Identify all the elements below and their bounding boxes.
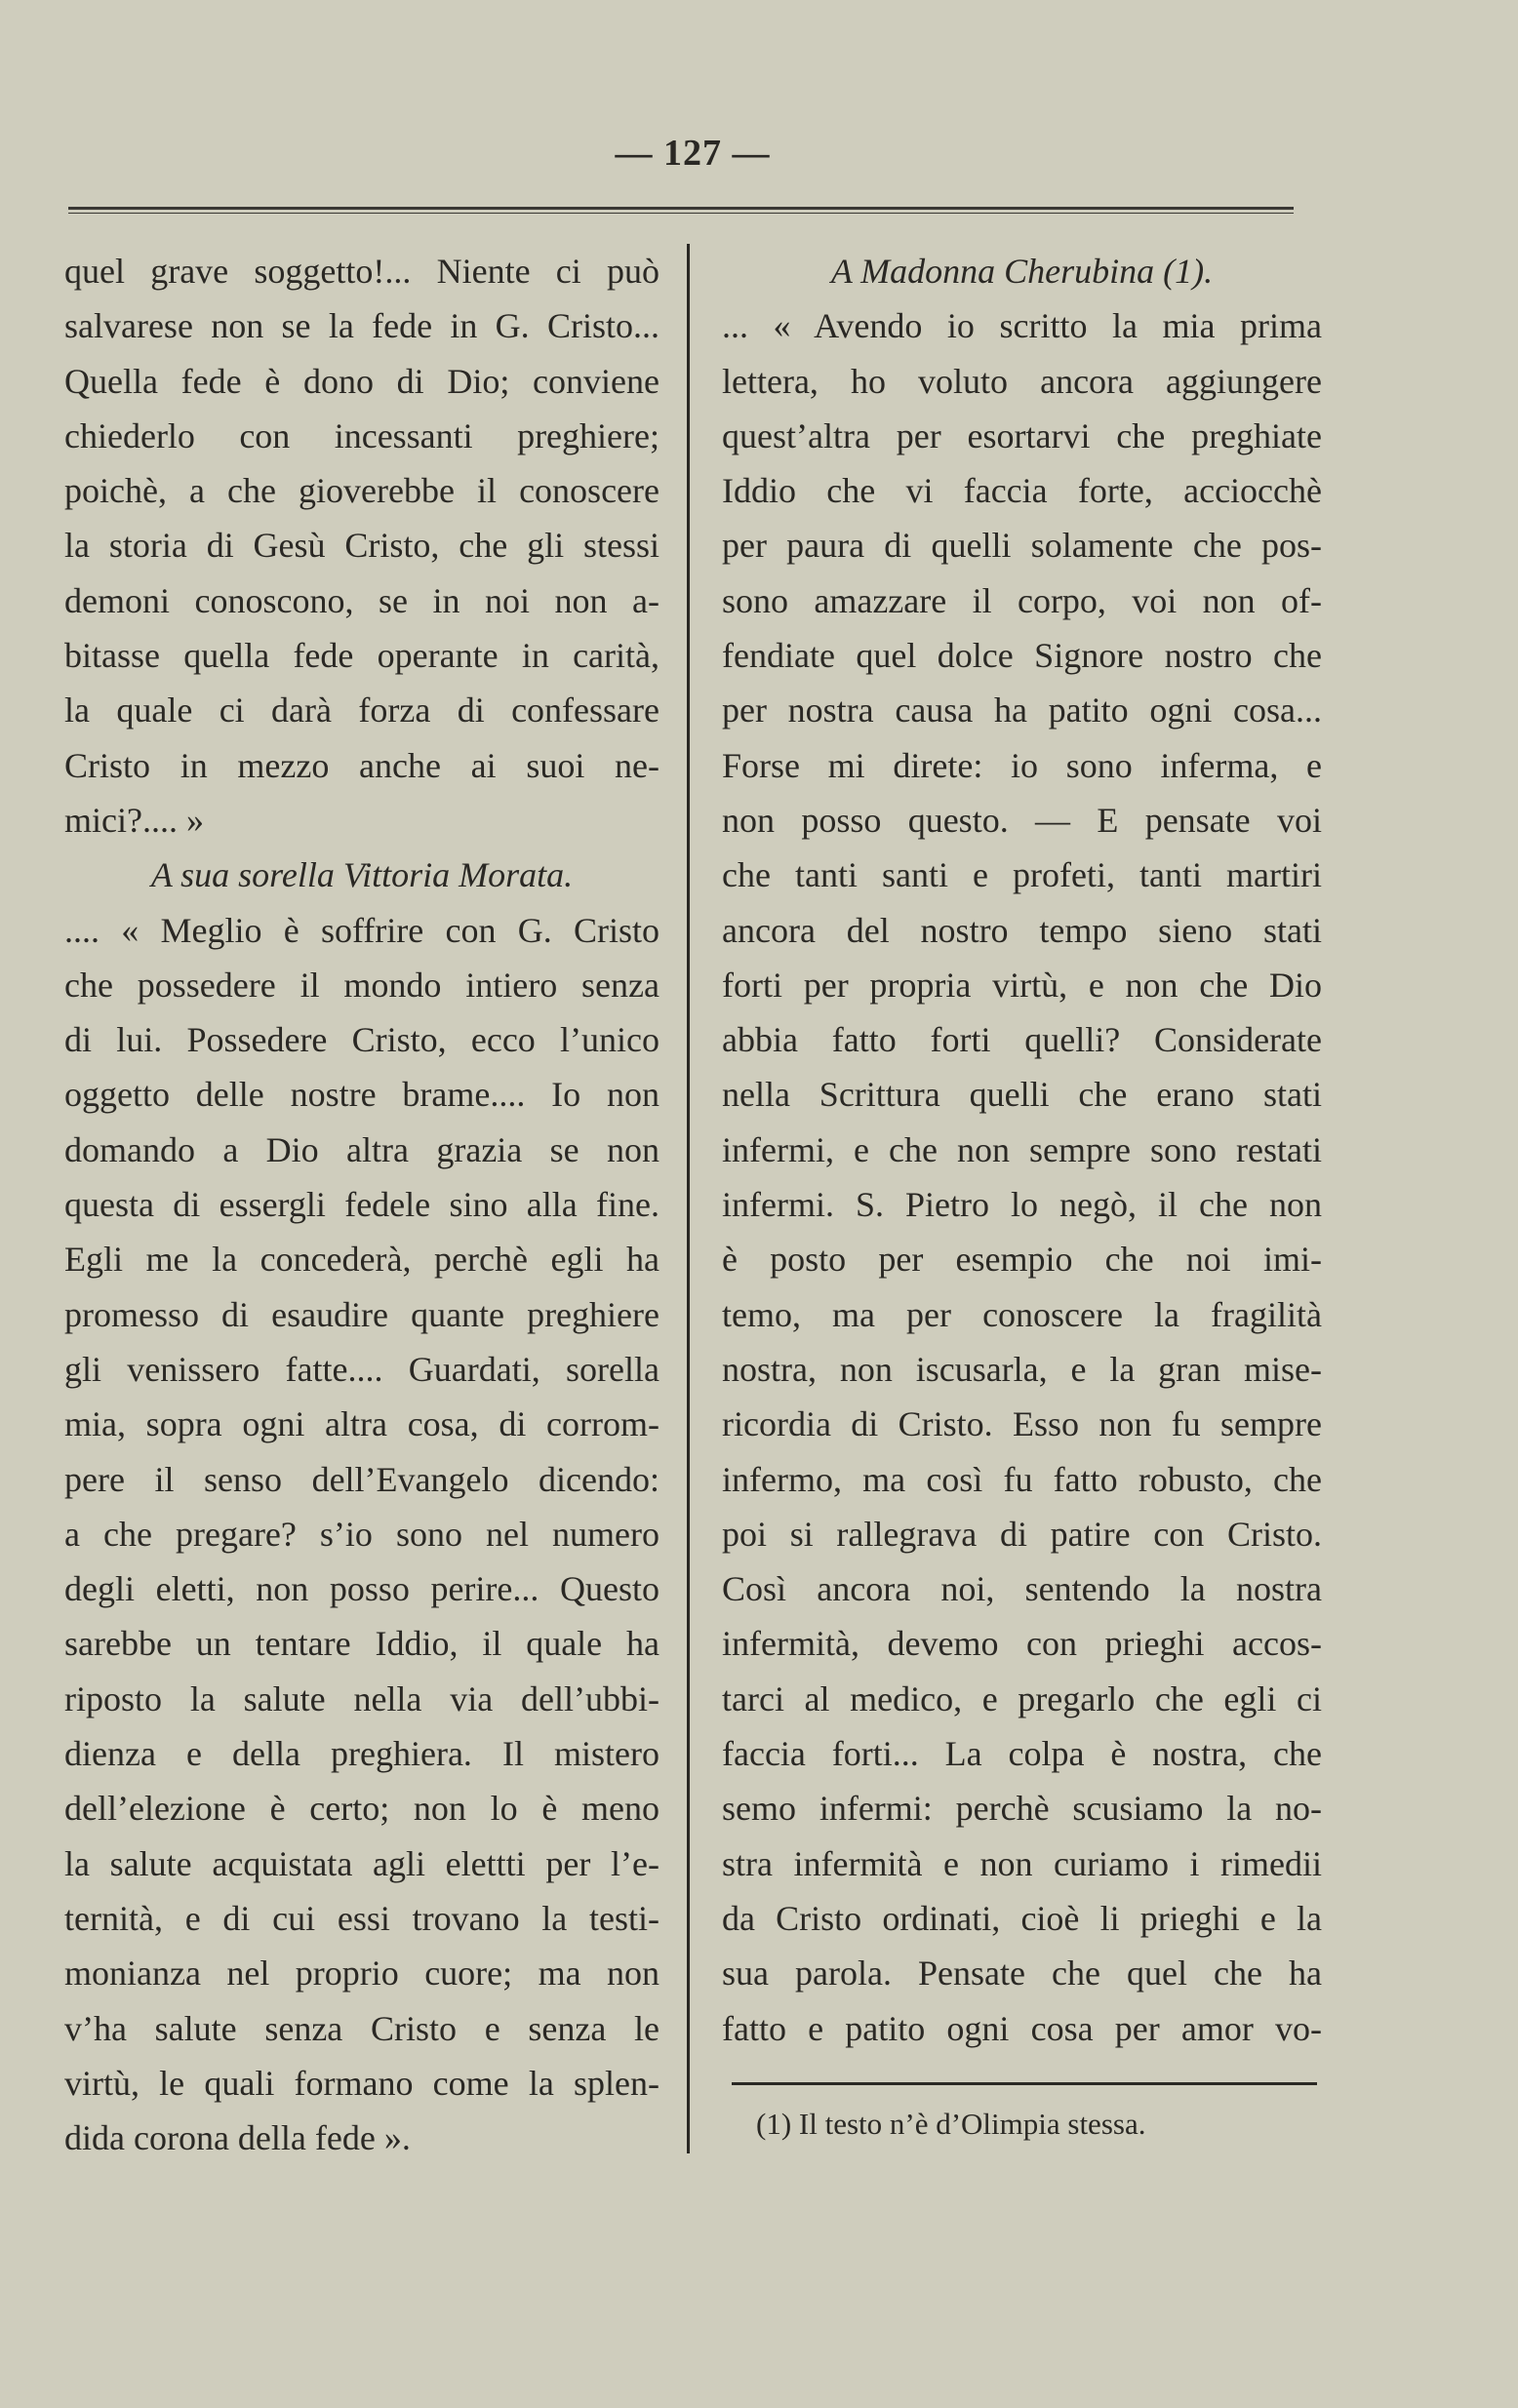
text-line: nella Scrittura quelli che erano stati bbox=[722, 1075, 1322, 1115]
text-line: poi si rallegrava di patire con Cristo. bbox=[722, 1514, 1322, 1554]
text-line: faccia forti... La colpa è nostra, che bbox=[722, 1734, 1322, 1774]
text-line: virtù, le quali formano come la splen- bbox=[64, 2063, 659, 2103]
text-line: ancora del nostro tempo sieno stati bbox=[722, 910, 1322, 950]
text-line: fatto e patito ogni cosa per amor vo- bbox=[722, 2008, 1322, 2048]
text-line: di lui. Possedere Cristo, ecco l’unico bbox=[64, 1020, 659, 1060]
text-line: tarci al medico, e pregarlo che egli ci bbox=[722, 1678, 1322, 1718]
text-line: Forse mi direte: io sono inferma, e bbox=[722, 745, 1322, 785]
text-line: salvarese non se la fede in G. Cristo... bbox=[64, 306, 659, 346]
text-line: questa di essergli fedele sino alla fine. bbox=[64, 1185, 659, 1225]
text-line: per paura di quelli solamente che pos- bbox=[722, 526, 1322, 566]
text-line: infermi. S. Pietro lo negò, il che non bbox=[722, 1185, 1322, 1225]
page-number: — 127 — bbox=[615, 133, 771, 174]
text-line: mia, sopra ogni altra cosa, di corrom- bbox=[64, 1404, 659, 1444]
text-line: oggetto delle nostre brame.... Io non bbox=[64, 1075, 659, 1115]
text-line: demoni conoscono, se in noi non a- bbox=[64, 580, 659, 620]
text-line: non posso questo. — E pensate voi bbox=[722, 800, 1322, 840]
text-line: che tanti santi e profeti, tanti martiri bbox=[722, 855, 1322, 895]
footnote-rule bbox=[732, 2082, 1317, 2085]
text-line: degli eletti, non posso perire... Questo bbox=[64, 1569, 659, 1609]
text-line: dienza e della preghiera. Il mistero bbox=[64, 1734, 659, 1774]
text-line: promesso di esaudire quante preghiere bbox=[64, 1294, 659, 1334]
text-line: Quella fede è dono di Dio; conviene bbox=[64, 361, 659, 401]
text-line: Iddio che vi faccia forte, acciocchè bbox=[722, 471, 1322, 511]
section-heading: A Madonna Cherubina (1). bbox=[830, 252, 1214, 291]
header-rule bbox=[68, 207, 1294, 214]
text-line: nostra, non iscusarla, e la gran mise- bbox=[722, 1349, 1322, 1389]
text-line: la salute acquistata agli elettti per l’e- bbox=[64, 1843, 659, 1883]
text-line: Così ancora noi, sentendo la nostra bbox=[722, 1569, 1322, 1609]
text-line: Egli me la concederà, perchè egli ha bbox=[64, 1240, 659, 1280]
text-line: forti per propria virtù, e non che Dio bbox=[722, 965, 1322, 1005]
text-line: stra infermità e non curiamo i rimedii bbox=[722, 1843, 1322, 1883]
footnote: (1) Il testo n’è d’Olimpia stessa. bbox=[756, 2107, 1146, 2141]
text-line: la quale ci darà forza di confessare bbox=[64, 691, 659, 730]
text-line: chiederlo con incessanti preghiere; bbox=[64, 415, 659, 455]
text-line: ternità, e di cui essi trovano la testi- bbox=[64, 1898, 659, 1938]
text-line: dell’elezione è certo; non lo è meno bbox=[64, 1789, 659, 1829]
text-line: Cristo in mezzo anche ai suoi ne- bbox=[64, 745, 659, 785]
section-heading: A sua sorella Vittoria Morata. bbox=[150, 855, 574, 895]
text-line: dida corona della fede ». bbox=[64, 2118, 411, 2158]
text-line: a che pregare? s’io sono nel numero bbox=[64, 1514, 659, 1554]
text-line: ... « Avendo io scritto la mia prima bbox=[722, 306, 1322, 346]
text-line: infermi, e che non sempre sono restati bbox=[722, 1129, 1322, 1169]
text-line: gli venissero fatte.... Guardati, sorella bbox=[64, 1349, 659, 1389]
left-column bbox=[64, 244, 659, 2165]
text-line: .... « Meglio è soffrire con G. Cristo bbox=[64, 910, 659, 950]
text-line: da Cristo ordinati, cioè li prieghi e la bbox=[722, 1898, 1322, 1938]
text-line: è posto per esempio che noi imi- bbox=[722, 1240, 1322, 1280]
text-line: fendiate quel dolce Signore nostro che bbox=[722, 636, 1322, 676]
text-line: lettera, ho voluto ancora aggiungere bbox=[722, 361, 1322, 401]
text-line: quel grave soggetto!... Niente ci può bbox=[64, 252, 659, 291]
text-line: sono amazzare il corpo, voi non of- bbox=[722, 580, 1322, 620]
column-divider bbox=[687, 244, 690, 2153]
text-line: per nostra causa ha patito ogni cosa... bbox=[722, 691, 1322, 730]
text-line: che possedere il mondo intiero senza bbox=[64, 965, 659, 1005]
text-line: la storia di Gesù Cristo, che gli stessi bbox=[64, 526, 659, 566]
text-line: sua parola. Pensate che quel che ha bbox=[722, 1954, 1322, 1994]
text-line: ricordia di Cristo. Esso non fu sempre bbox=[722, 1404, 1322, 1444]
text-line: infermità, devemo con prieghi accos- bbox=[722, 1624, 1322, 1664]
right-column bbox=[722, 244, 1322, 2056]
text-line: pere il senso dell’Evangelo dicendo: bbox=[64, 1459, 659, 1499]
text-line: abbia fatto forti quelli? Considerate bbox=[722, 1020, 1322, 1060]
text-line: poichè, a che gioverebbe il conoscere bbox=[64, 471, 659, 511]
text-line: temo, ma per conoscere la fragilità bbox=[722, 1294, 1322, 1334]
text-line: sarebbe un tentare Iddio, il quale ha bbox=[64, 1624, 659, 1664]
text-line: riposto la salute nella via dell’ubbi- bbox=[64, 1678, 659, 1718]
text-line: mici?.... » bbox=[64, 800, 204, 840]
text-line: quest’altra per esortarvi che preghiate bbox=[722, 415, 1322, 455]
text-line: monianza nel proprio cuore; ma non bbox=[64, 1954, 659, 1994]
text-line: bitasse quella fede operante in carità, bbox=[64, 636, 659, 676]
text-line: semo infermi: perchè scusiamo la no- bbox=[722, 1789, 1322, 1829]
text-line: domando a Dio altra grazia se non bbox=[64, 1129, 659, 1169]
text-line: v’ha salute senza Cristo e senza le bbox=[64, 2008, 659, 2048]
text-line: infermo, ma così fu fatto robusto, che bbox=[722, 1459, 1322, 1499]
